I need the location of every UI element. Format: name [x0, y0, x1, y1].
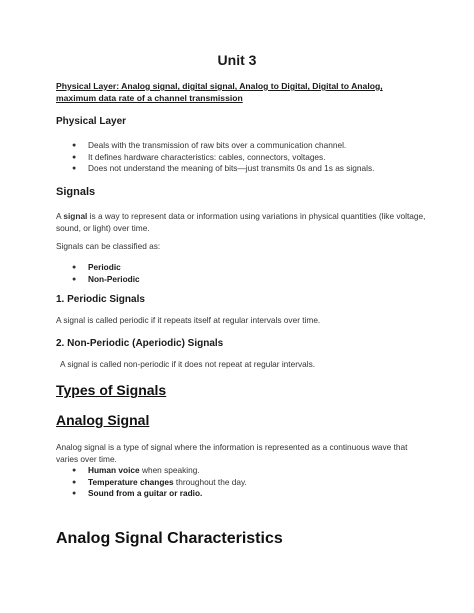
analog-characteristics-heading: Analog Signal Characteristics	[56, 530, 283, 547]
list-item: ● Does not understand the meaning of bits—just transmits 0s and 1s as signals.	[72, 163, 375, 173]
bullet-icon: ●	[72, 142, 77, 149]
bullet-icon: ●	[72, 264, 77, 271]
analog-examples-list	[72, 465, 412, 500]
periodic-heading: 1. Periodic Signals	[56, 294, 145, 305]
bullet-icon: ●	[72, 478, 77, 486]
page-title: Unit 3	[217, 52, 257, 68]
list-item: ● Sound from a guitar or radio.	[72, 488, 203, 498]
analog-signal-heading: Analog Signal	[56, 412, 150, 428]
non-periodic-heading: 2. Non-Periodic (Aperiodic) Signals	[56, 338, 224, 349]
list-item: ● It defines hardware characteristics: cables, connectors, voltages.	[72, 151, 326, 162]
bullet-icon: ●	[72, 490, 77, 497]
physical-layer-list	[72, 140, 432, 175]
list-item: ● Deals with the transmission of raw bits over a communication channel.	[72, 140, 347, 150]
signals-heading: Signals	[56, 186, 96, 198]
list-item: ● Periodic	[72, 262, 121, 272]
topics-line: Physical Layer: Analog signal, digital signal, Analog to Digital, Digital to Analog, maximum data rate of a channel transmission	[56, 81, 383, 103]
list-item: ● Temperature changes throughout the day.	[72, 476, 247, 487]
signal-types-list	[72, 262, 272, 285]
analog-signal-text: Analog signal is a type of signal where the information is represented as a continuous wave that varies over time.	[56, 442, 408, 464]
bullet-icon: ●	[72, 165, 77, 172]
list-item: ● Non-Periodic	[72, 273, 140, 284]
periodic-text: A signal is called periodic if it repeats itself at regular intervals over time.	[56, 315, 321, 325]
physical-layer-heading: Physical Layer	[56, 116, 127, 127]
bullet-icon: ●	[72, 153, 77, 161]
types-of-signals-heading: Types of Signals	[56, 382, 167, 398]
classified-text: Signals can be classified as:	[56, 241, 161, 251]
non-periodic-text: A signal is called non-periodic if it does not repeat at regular intervals.	[60, 359, 316, 369]
bullet-icon: ●	[72, 467, 77, 474]
list-item: ● Human voice when speaking.	[72, 465, 200, 475]
bullet-icon: ●	[72, 275, 77, 283]
signal-definition: A signal is a way to represent data or information using variations in physical quantities (like voltage, sound, or light) over time.	[56, 211, 426, 233]
